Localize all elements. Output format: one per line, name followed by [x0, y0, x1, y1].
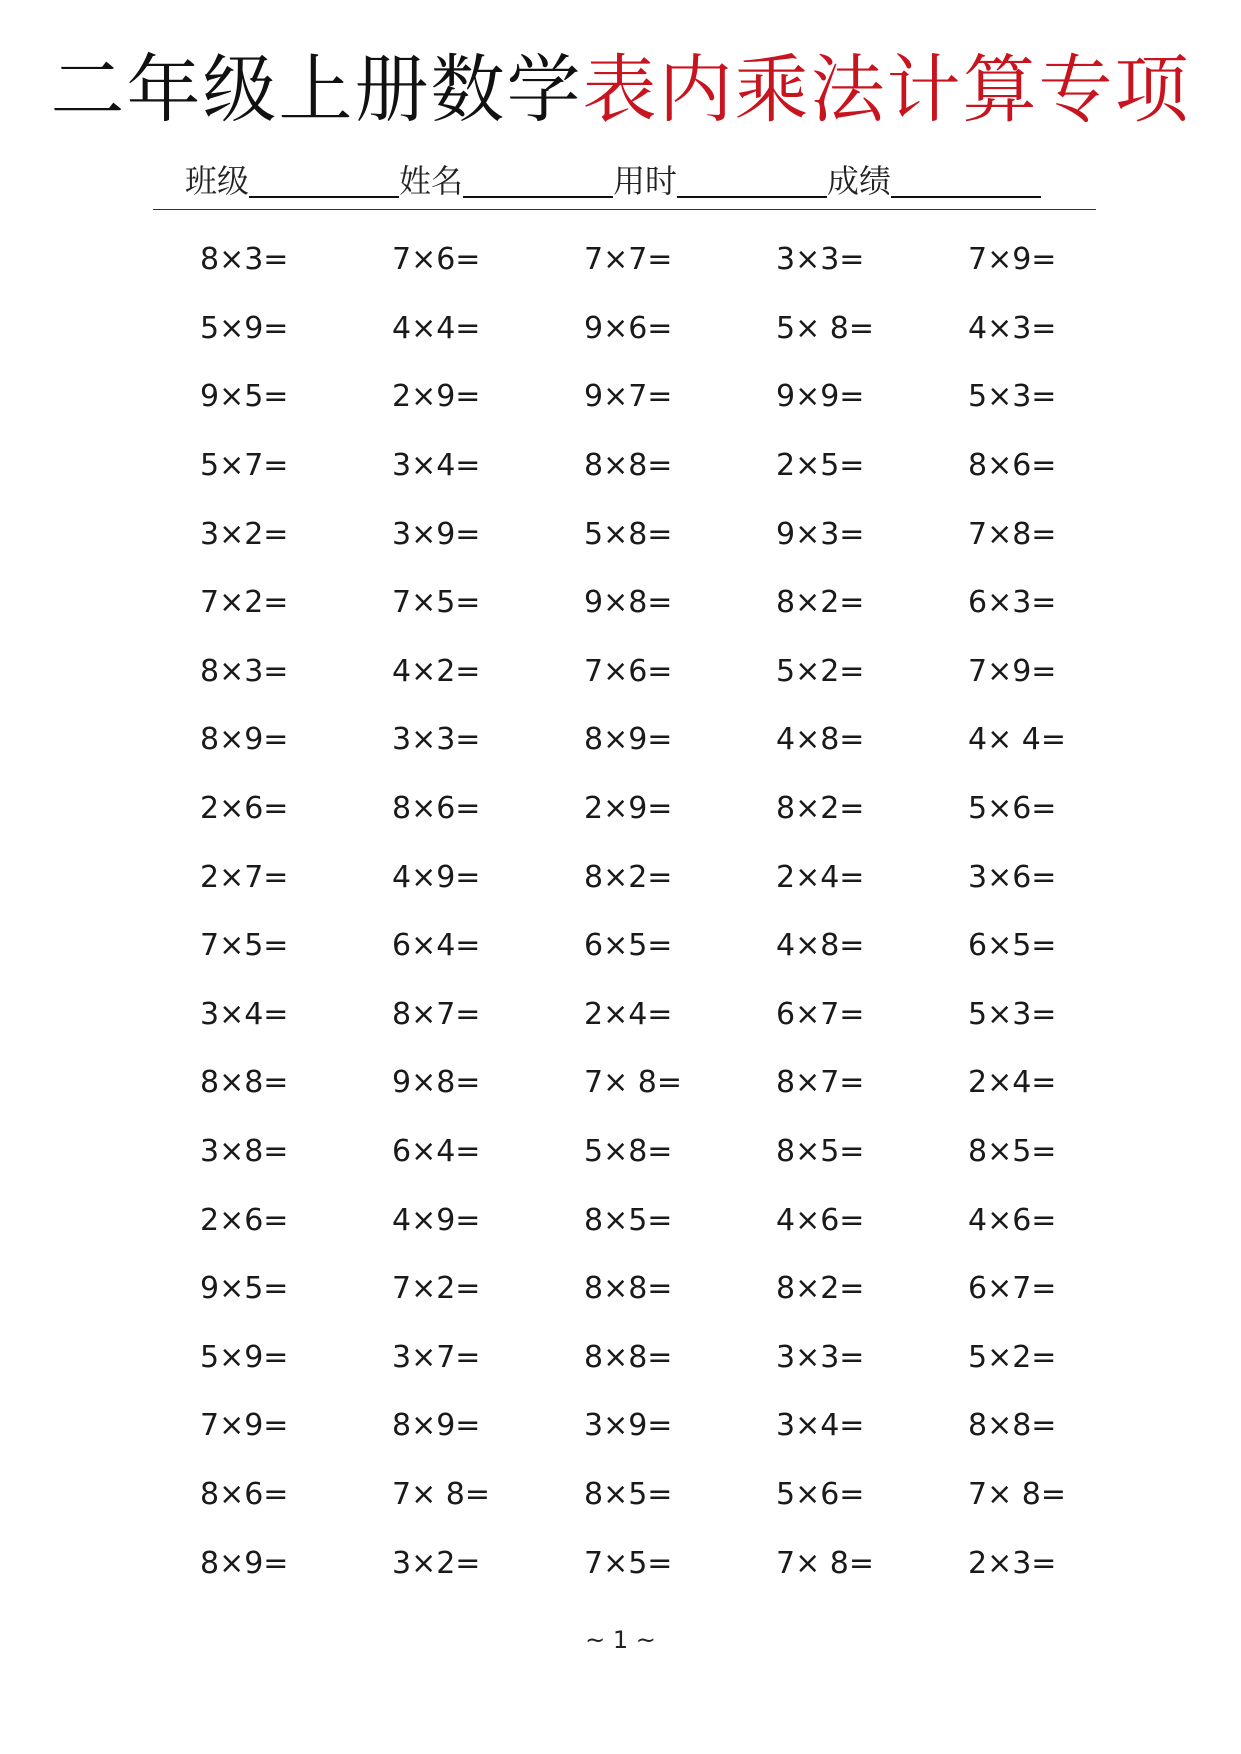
- problem-item: 2×4=: [968, 1065, 1057, 1101]
- problem-item: 4×9=: [392, 1202, 481, 1238]
- problem-item: 4×8=: [776, 928, 865, 964]
- problem-item: 4×6=: [968, 1202, 1057, 1238]
- problem-row: [153, 363, 1113, 432]
- problem-item: 7×5=: [200, 928, 289, 964]
- problem-item: 9×5=: [200, 1271, 289, 1307]
- problem-item: 8×5=: [776, 1134, 865, 1170]
- time-label: 用时: [613, 162, 678, 200]
- problem-item: 8×8=: [200, 1065, 289, 1101]
- problem-item: 8×2=: [776, 791, 865, 827]
- problem-row: [153, 1529, 1113, 1598]
- problem-item: 4×4=: [392, 310, 481, 346]
- name-blank[interactable]: [463, 188, 613, 198]
- problem-item: 7×9=: [968, 653, 1057, 689]
- problem-item: 8×7=: [392, 996, 481, 1032]
- problem-item: 9×8=: [584, 585, 673, 621]
- problem-item: 7×5=: [392, 585, 481, 621]
- problem-item: 8×6=: [968, 448, 1057, 484]
- problem-item: 8×6=: [200, 1476, 289, 1512]
- problem-item: 3×4=: [776, 1408, 865, 1444]
- problem-item: 7× 8=: [776, 1545, 874, 1581]
- problem-item: 6×7=: [968, 1271, 1057, 1307]
- problem-item: 3×9=: [392, 516, 481, 552]
- problem-item: 6×5=: [584, 928, 673, 964]
- problem-item: 5×9=: [200, 310, 289, 346]
- problem-row: [153, 226, 1113, 295]
- problem-row: [153, 638, 1113, 707]
- problem-item: 8×5=: [584, 1476, 673, 1512]
- problem-row: [153, 500, 1113, 569]
- problem-item: 2×4=: [776, 859, 865, 895]
- problem-row: [153, 569, 1113, 638]
- problem-item: 3×3=: [776, 1339, 865, 1375]
- problem-item: 8×2=: [584, 859, 673, 895]
- student-info-row: [185, 158, 1085, 204]
- title-grade-subject: 二年级上册数学: [50, 47, 583, 133]
- problem-item: 3×4=: [200, 996, 289, 1032]
- header-divider: [153, 209, 1096, 210]
- time-blank[interactable]: [677, 188, 827, 198]
- problem-item: 3×2=: [200, 516, 289, 552]
- worksheet-title: [0, 40, 1241, 140]
- class-blank[interactable]: [249, 188, 399, 198]
- score-blank[interactable]: [891, 188, 1041, 198]
- class-field: [185, 158, 399, 204]
- problem-item: 8×2=: [776, 585, 865, 621]
- problem-item: 8×5=: [584, 1202, 673, 1238]
- problem-item: 4× 4=: [968, 722, 1066, 758]
- problem-row: [153, 1118, 1113, 1187]
- problem-item: 8×8=: [584, 448, 673, 484]
- problem-item: 3×6=: [968, 859, 1057, 895]
- problem-item: 5×3=: [968, 996, 1057, 1032]
- problem-item: 8×8=: [968, 1408, 1057, 1444]
- problem-item: 5×6=: [776, 1476, 865, 1512]
- problem-item: 2×9=: [392, 379, 481, 415]
- problem-item: 6×5=: [968, 928, 1057, 964]
- problem-item: 7×9=: [200, 1408, 289, 1444]
- problem-item: 7×8=: [968, 516, 1057, 552]
- problem-item: 2×6=: [200, 1202, 289, 1238]
- problem-item: 8×7=: [776, 1065, 865, 1101]
- problem-item: 9×3=: [776, 516, 865, 552]
- problem-item: 7×5=: [584, 1545, 673, 1581]
- problem-item: 6×7=: [776, 996, 865, 1032]
- problem-item: 3×8=: [200, 1134, 289, 1170]
- problem-item: 5×9=: [200, 1339, 289, 1375]
- problem-item: 9×7=: [584, 379, 673, 415]
- problem-item: 3×7=: [392, 1339, 481, 1375]
- problem-row: [153, 912, 1113, 981]
- problem-item: 5×2=: [776, 653, 865, 689]
- problem-item: 7× 8=: [392, 1476, 490, 1512]
- problem-item: 8×9=: [200, 722, 289, 758]
- problem-row: [153, 1186, 1113, 1255]
- problem-item: 9×6=: [584, 310, 673, 346]
- problem-item: 2×6=: [200, 791, 289, 827]
- problem-row: [153, 1461, 1113, 1530]
- problem-row: [153, 432, 1113, 501]
- problem-item: 8×9=: [392, 1408, 481, 1444]
- problem-item: 5× 8=: [776, 310, 874, 346]
- problem-row: [153, 295, 1113, 364]
- problem-item: 2×9=: [584, 791, 673, 827]
- problem-item: 7×9=: [968, 242, 1057, 278]
- problem-row: [153, 981, 1113, 1050]
- problem-item: 5×6=: [968, 791, 1057, 827]
- name-field: [399, 158, 613, 204]
- problem-item: 8×9=: [200, 1545, 289, 1581]
- problem-item: 8×9=: [584, 722, 673, 758]
- title-topic: 表内乘法计算专项: [582, 47, 1191, 133]
- problem-item: 4×2=: [392, 653, 481, 689]
- problem-item: 6×4=: [392, 1134, 481, 1170]
- score-field: [827, 158, 1041, 204]
- problem-item: 2×3=: [968, 1545, 1057, 1581]
- problem-item: 3×4=: [392, 448, 481, 484]
- problem-item: 8×3=: [200, 653, 289, 689]
- problem-item: 7×7=: [584, 242, 673, 278]
- problem-item: 5×8=: [584, 1134, 673, 1170]
- problem-item: 4×6=: [776, 1202, 865, 1238]
- time-field: [613, 158, 827, 204]
- problem-row: [153, 1324, 1113, 1393]
- problem-item: 7×2=: [392, 1271, 481, 1307]
- problem-item: 8×8=: [584, 1271, 673, 1307]
- problem-item: 3×3=: [392, 722, 481, 758]
- problem-item: 7×6=: [392, 242, 481, 278]
- problem-item: 4×9=: [392, 859, 481, 895]
- problem-item: 8×5=: [968, 1134, 1057, 1170]
- problem-row: [153, 1049, 1113, 1118]
- problem-item: 9×9=: [776, 379, 865, 415]
- problem-item: 3×3=: [776, 242, 865, 278]
- problem-item: 9×5=: [200, 379, 289, 415]
- page-number: ~ 1 ~: [585, 1626, 656, 1654]
- problem-item: 2×5=: [776, 448, 865, 484]
- problem-item: 9×8=: [392, 1065, 481, 1101]
- problem-item: 4×3=: [968, 310, 1057, 346]
- problem-item: 8×2=: [776, 1271, 865, 1307]
- problem-item: 8×8=: [584, 1339, 673, 1375]
- problem-row: [153, 1392, 1113, 1461]
- problem-row: [153, 775, 1113, 844]
- problem-item: 7× 8=: [968, 1476, 1066, 1512]
- problem-item: 7×2=: [200, 585, 289, 621]
- class-label: 班级: [185, 162, 250, 200]
- score-label: 成绩: [827, 162, 892, 200]
- problem-item: 5×2=: [968, 1339, 1057, 1375]
- problem-item: 4×8=: [776, 722, 865, 758]
- problem-row: [153, 706, 1113, 775]
- problem-item: 3×2=: [392, 1545, 481, 1581]
- problem-item: 5×8=: [584, 516, 673, 552]
- problem-grid: [153, 226, 1113, 1598]
- problem-item: 2×4=: [584, 996, 673, 1032]
- problem-item: 8×3=: [200, 242, 289, 278]
- problem-row: [153, 1255, 1113, 1324]
- problem-item: 2×7=: [200, 859, 289, 895]
- problem-item: 5×3=: [968, 379, 1057, 415]
- problem-item: 5×7=: [200, 448, 289, 484]
- name-label: 姓名: [399, 162, 464, 200]
- problem-item: 7× 8=: [584, 1065, 682, 1101]
- problem-item: 6×3=: [968, 585, 1057, 621]
- problem-row: [153, 843, 1113, 912]
- problem-item: 6×4=: [392, 928, 481, 964]
- problem-item: 8×6=: [392, 791, 481, 827]
- problem-item: 3×9=: [584, 1408, 673, 1444]
- problem-item: 7×6=: [584, 653, 673, 689]
